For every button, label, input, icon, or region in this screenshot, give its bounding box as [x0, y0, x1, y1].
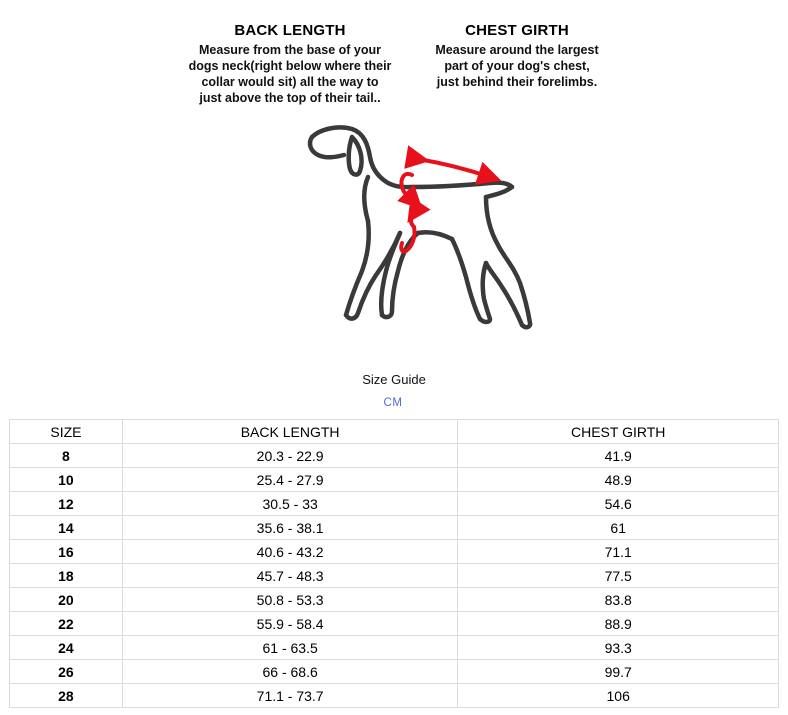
column-header-chest-girth: CHEST GIRTH — [458, 420, 779, 444]
back-length-cell: 30.5 - 33 — [122, 492, 458, 516]
chest-girth-line: Measure around the largest — [435, 43, 599, 57]
table-row — [10, 588, 779, 612]
chest-girth-cell: 88.9 — [458, 612, 779, 636]
table-row — [10, 660, 779, 684]
chest-girth-caption — [412, 22, 622, 90]
chest-girth-cell: 99.7 — [458, 660, 779, 684]
back-length-line: Measure from the base of your — [199, 43, 381, 57]
back-length-cell: 20.3 - 22.9 — [122, 444, 458, 468]
size-cell: 22 — [10, 612, 123, 636]
size-cell: 26 — [10, 660, 123, 684]
back-length-cell: 45.7 - 48.3 — [122, 564, 458, 588]
chest-girth-cell: 93.3 — [458, 636, 779, 660]
back-length-cell: 55.9 - 58.4 — [122, 612, 458, 636]
size-cell: 8 — [10, 444, 123, 468]
column-header-back-length: BACK LENGTH — [122, 420, 458, 444]
back-length-title: BACK LENGTH — [234, 22, 346, 39]
table-row — [10, 444, 779, 468]
chest-girth-cell: 106 — [458, 684, 779, 708]
back-length-cell: 66 - 68.6 — [122, 660, 458, 684]
chest-girth-cell: 54.6 — [458, 492, 779, 516]
size-table — [9, 419, 779, 708]
table-row — [10, 684, 779, 708]
back-length-line: collar would sit) all the way to — [201, 75, 379, 89]
chest-girth-cell: 83.8 — [458, 588, 779, 612]
column-header-size: SIZE — [10, 420, 123, 444]
table-row — [10, 612, 779, 636]
chest-girth-cell: 48.9 — [458, 468, 779, 492]
size-cell: 20 — [10, 588, 123, 612]
back-length-cell: 25.4 - 27.9 — [122, 468, 458, 492]
back-length-caption — [170, 22, 410, 106]
back-length-cell: 71.1 - 73.7 — [122, 684, 458, 708]
size-cell: 18 — [10, 564, 123, 588]
size-cell: 12 — [10, 492, 123, 516]
chest-girth-line: just behind their forelimbs. — [436, 75, 598, 89]
size-cell: 10 — [10, 468, 123, 492]
chest-girth-cell: 41.9 — [458, 444, 779, 468]
chest-girth-line: part of your dog's chest, — [444, 59, 590, 73]
size-cell: 16 — [10, 540, 123, 564]
back-length-cell: 35.6 - 38.1 — [122, 516, 458, 540]
table-header-row — [10, 420, 779, 444]
chest-girth-cell: 71.1 — [458, 540, 779, 564]
chest-girth-cell: 61 — [458, 516, 779, 540]
size-cell: 14 — [10, 516, 123, 540]
back-length-cell: 40.6 - 43.2 — [122, 540, 458, 564]
unit-tab-cm[interactable]: CM — [383, 397, 403, 409]
back-length-arrow — [418, 159, 490, 177]
size-guide-title: Size Guide — [362, 372, 426, 387]
table-row — [10, 636, 779, 660]
table-row — [10, 540, 779, 564]
chest-girth-title: CHEST GIRTH — [465, 22, 569, 39]
table-row — [10, 468, 779, 492]
size-cell: 24 — [10, 636, 123, 660]
back-length-line: just above the top of their tail.. — [199, 91, 381, 105]
table-row — [10, 492, 779, 516]
back-length-line: dogs neck(right below where their — [188, 59, 392, 73]
table-row — [10, 516, 779, 540]
back-length-cell: 61 - 63.5 — [122, 636, 458, 660]
size-cell: 28 — [10, 684, 123, 708]
table-row — [10, 564, 779, 588]
back-length-cell: 50.8 - 53.3 — [122, 588, 458, 612]
dog-measurement-icon — [290, 115, 550, 340]
chest-girth-cell: 77.5 — [458, 564, 779, 588]
